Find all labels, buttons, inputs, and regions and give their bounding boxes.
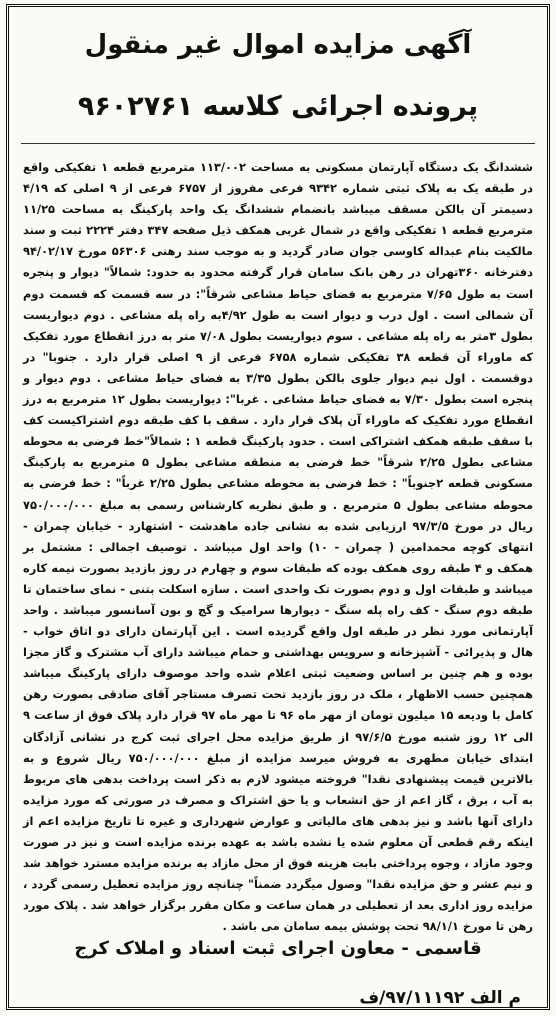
- divider: [21, 143, 535, 144]
- signature-line: قاسمی - معاون اجرای ثبت اسناد و املاک کرج: [74, 938, 482, 959]
- notice-title: آگهی مزایده اموال غیر منقول: [84, 30, 472, 60]
- notice-body: ششدانگ یک دستگاه آپارتمان مسکونی به مساحت ۱۱۳/۰۰۲ مترمربع قطعه ۱ تفکیکی واقع در طبقه یک به پلاک ثبتی شماره ۹۳۴۲ فرعی مفروز از ۶۷۵۷ فرعی از ۹ اصلی که ۴/۱۹ دسیمتر آن بالکن مسقف میباشد بانضمام ششدانگ یک واحد پارکینگ به مساحت ۱۱/۲۵ مترمربع قطعه ۱ تفکیکی واقع در شمال غربی همکف ذیل صفحه ۳۴۷ دفتر ۲۲۲۴ ثبت و سند مالکیت بنام عبداله کاوسی جوان صادر گردید و به موجب سند رهنی ۵۶۳۰۶ مورخ ۹۴/۰۲/۱۷ دفترخانه ۳۶۰تهران در رهن بانک سامان قرار گرفته محدود به حدود: شمالاً" دیوار و پنجره است به طول ۷/۶۵ مترمربع به فضای حیاط مشاعی شرقاً": در سه قسمت که قسمت دوم آن شمالی است . اول درب و دیوار است به طول ۴/۹۲به راه پله مشاعی . دوم دیواریست بطول ۳متر به راه پله مشاعی . سوم دیواریست بطول ۷/۰۸ متر به درز انقطاع مورد تفکیک که ماوراء آن قطعه ۳۸ تفکیکی شماره ۶۷۵۸ فرعی از ۹ اصلی قرار دارد . جنوبا" در دوقسمت . اول نیم دیوار جلوی بالکن بطول ۳/۳۵ به فضای حیاط مشاعی . دوم دیوار و پنجره است بطول ۷/۳۰ به فضای حیاط مشاعی . غربا": دیواریست بطول ۱۲ مترمربع به درز انقطاع مورد تفکیک که ماوراء آن پلاک قرار دارد . سقف با کف طبقه دوم اشتراکیست کف با سقف طبقه همکف اشتراکی است . حدود پارکینگ قطعه ۱ : شمالاً"خط فرضی به محوطه مشاعی بطول ۲/۲۵ شرقاً" خط فرضی به منطقه مشاعی بطول ۵ مترمربع به پارکینگ مسکونی قطعه ۲جنوباً" : خط فرضی به محوطه مشاعی بطول ۲/۲۵ غرباً" : خط فرضی به محوطه مشاعی بطول ۵ مترمربع . و طبق نظریه کارشناس رسمی به مبلغ ۷۵۰/۰۰۰/۰۰۰ ریال در مورخ ۹۷/۳/۵ ارزیابی شده به نشانی جاده ماهدشت - اشتهارد - خیابان چمران - انتهای کوچه محمدامین ( چمران - ۱۰) واحد اول میباشد . توصیف اجمالی : مشتمل بر همکف و ۴ طبقه روی همکف بوده که طبقات سوم و چهارم در روز بازدید بصورت نیمه کاره میباشد و طبقات اول و دوم بصورت تک واحدی است . سازه اسکلت بتنی - نمای ساختمان تا طبقه دوم سنگ - کف راه پله سنگ - دیوارها سرامیک و گچ و بون آسانسور میباشد . واحد آپارتمانی مورد نظر در طبقه اول واقع گردیده است . این آپارتمان دارای دو اتاق خواب - هال و پذیرائی - آشپزخانه و سرویس بهداشتی و حمام میباشد دارای آب مشترک و گاز مجزا بوده و هم چنین بر اساس وضعیت ثبتی اعلام شده واحد موصوف دارای پارکینگ میباشد همچنین حسب الاظهار ، ملک در روز بازدید تحت تصرف مستاجر آقای صادقی بصورت رهن کامل با ودیعه ۱۵ میلیون تومان از مهر ماه ۹۶ تا مهر ماه ۹۷ قرار دارد پلاک فوق از ساعت ۹ الی ۱۲ روز شنبه مورخ ۹۷/۶/۵ از طریق مزایده محل اجرای ثبت کرج در نشانی آزادگان ابتدای خیابان مطهری به فروش میرسد مزایده از مبلغ ۷۵۰/۰۰۰/۰۰۰ ریال شروع و به بالاترین قیمت پیشنهادی نقدا" فروخته میشود لازم به ذکر است پرداخت بدهی های مربوط به آب ، برق ، گاز اعم از حق انشعاب و یا حق اشتراک و مصرف در صورتی که مورد مزایده دارای آنها باشد و نیز بدهی های مالیاتی و عوارض شهرداری و غیره تا تاریخ مزایده اعم از اینکه رقم قطعی آن معلوم شده یا نشده باشد به عهده برنده مزایده است و نیز در صورت وجود مازاد ، وجوه پرداختی بابت هزینه فوق از محل مازاد به برنده مزایده مسترد خواهد شد و نیم عشر و حق مزایده نقدا" وصول میگردد ضمناً" چنانچه روز مزایده تعطیل رسمی گردد ، مزایده روز اداری بعد از تعطیلی در همان ساعت و مکان مقرر برگزار خواهد شد . پلاک مورد رهن تا مورخ ۹۸/۱/۱ تحت پوشش بیمه سامان می باشد .: [23, 160, 534, 934]
- case-number-heading: پرونده اجرائی کلاسه ۹۶۰۲۷۶۱: [77, 91, 479, 122]
- reference-number: م الف ۹۷/۱۱۱۹۲/ف: [359, 988, 521, 1008]
- notice-frame: [6, 4, 550, 1010]
